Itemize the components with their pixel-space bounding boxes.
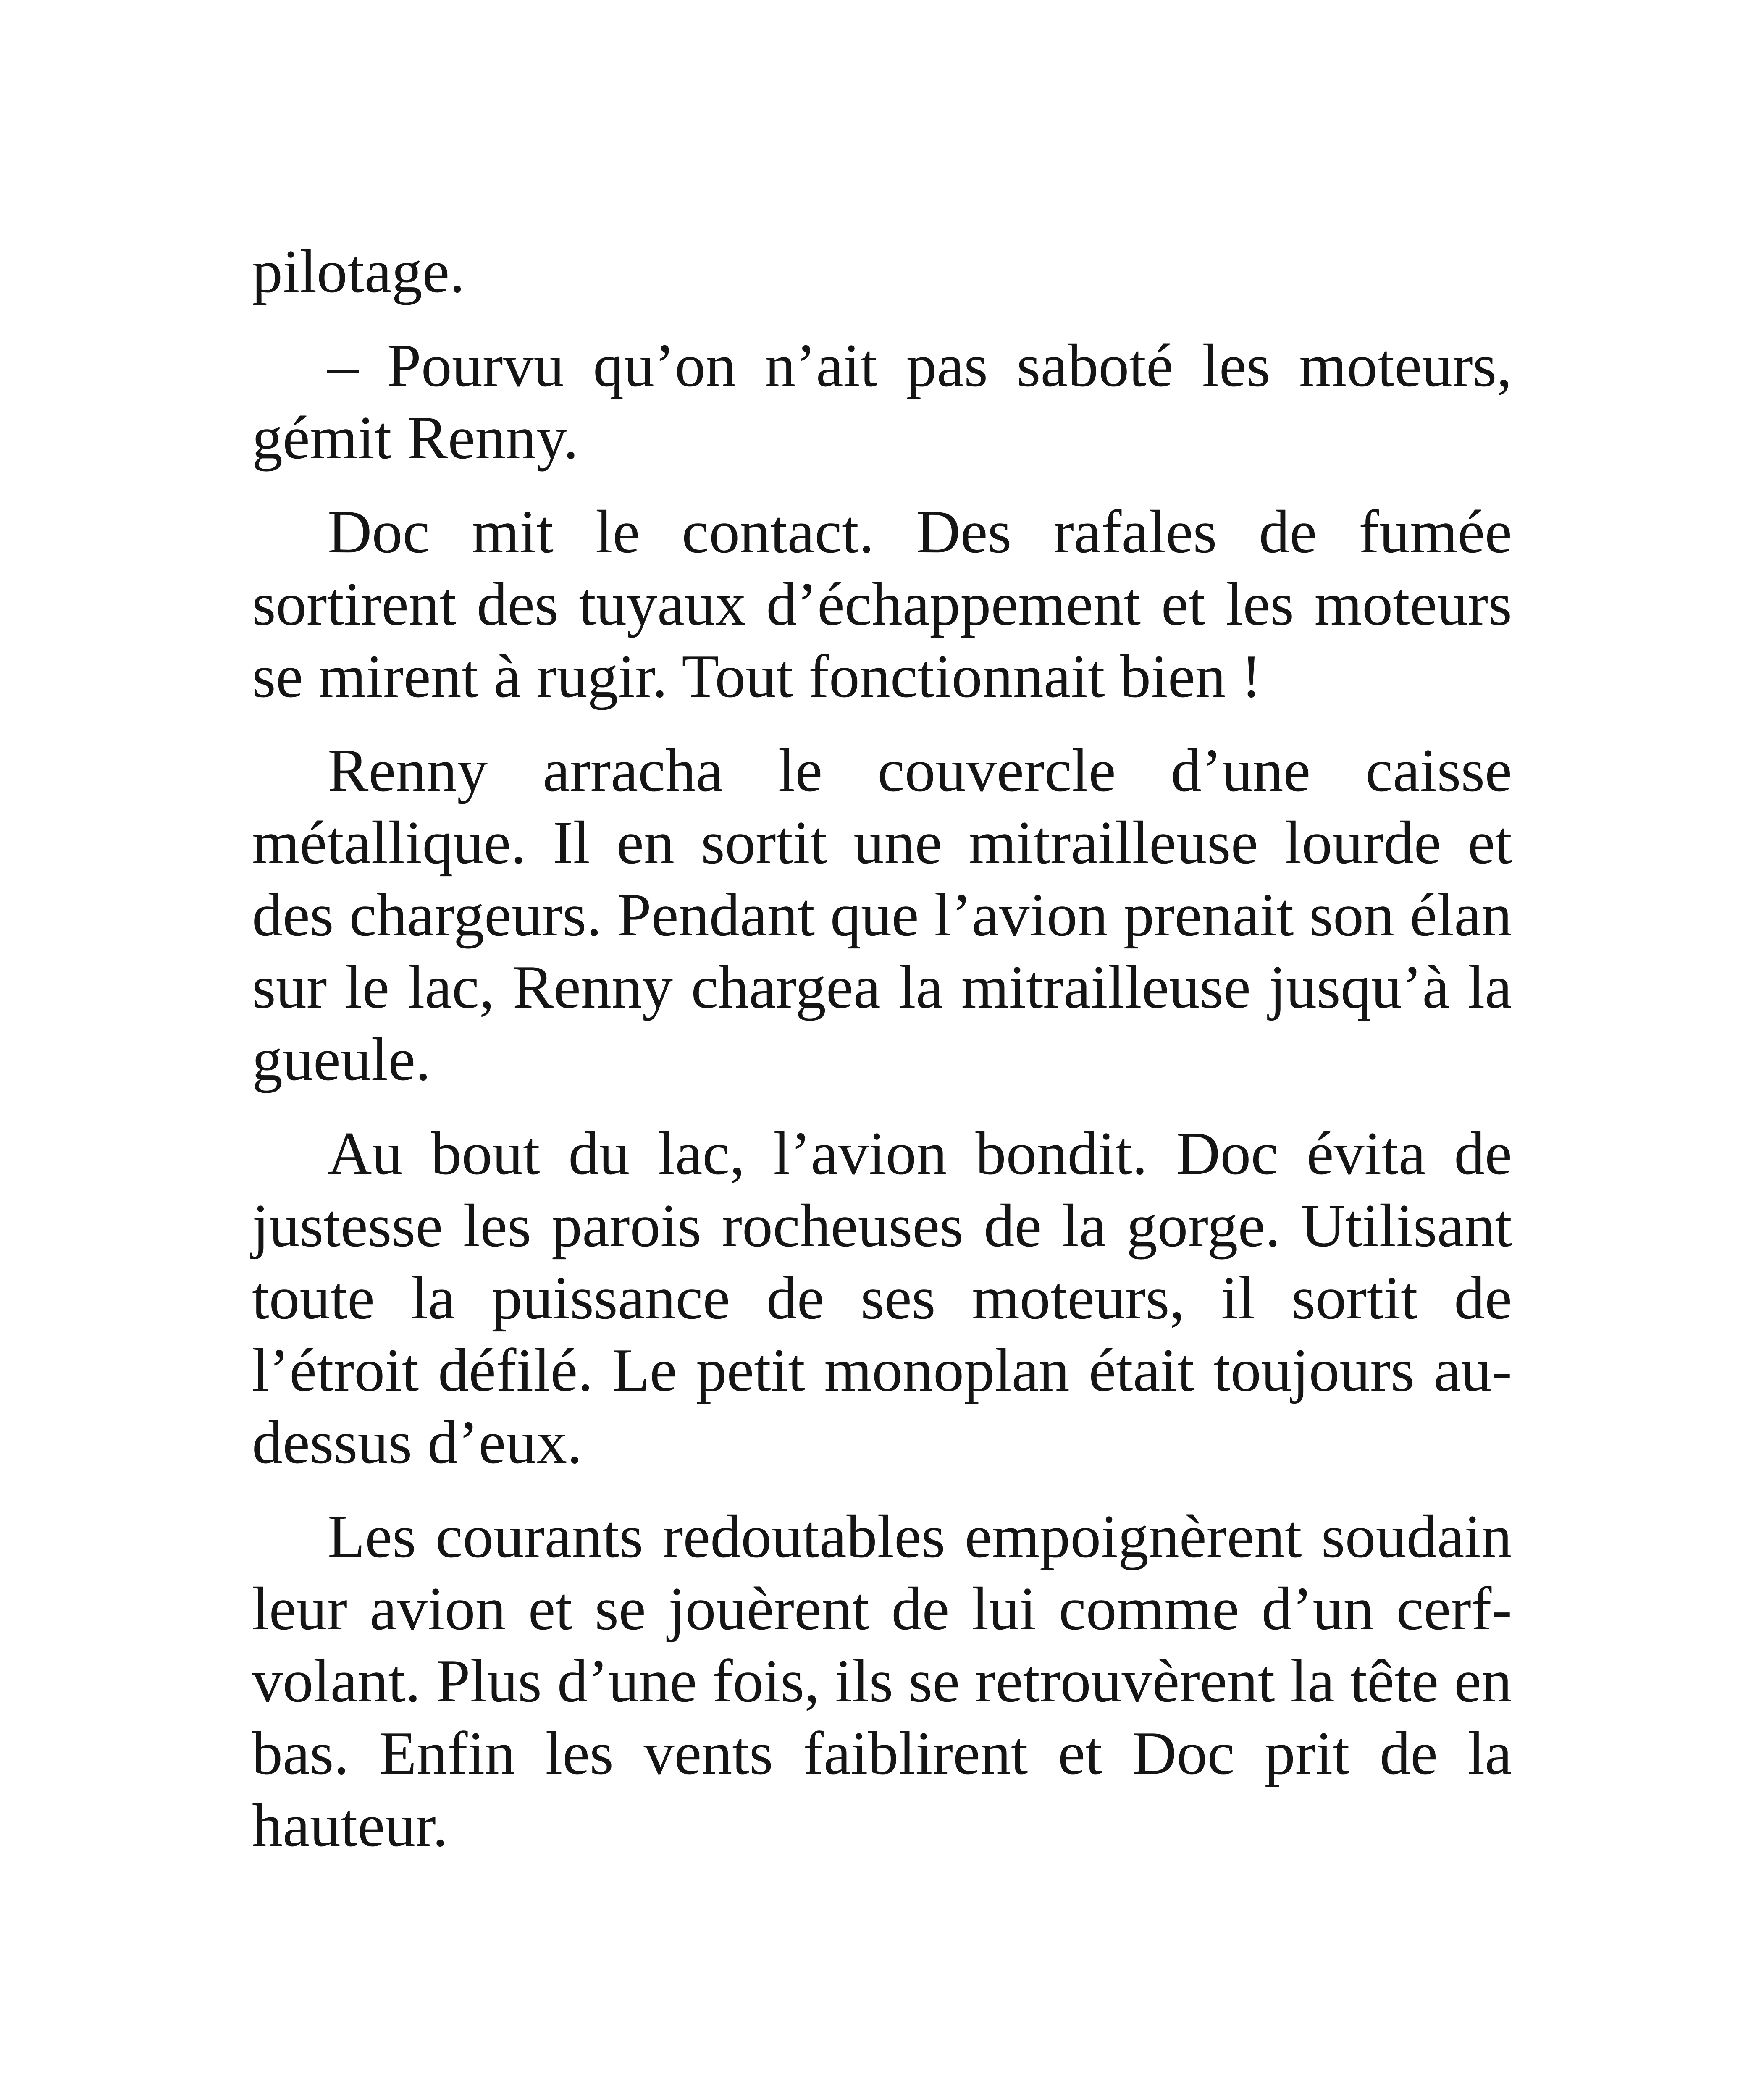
paragraph: Au bout du lac, l’avion bondit. Doc évita de justesse les parois rocheuses de la gorge. Utilisant toute la puissance de ses moteurs, il sortit de l’étroit défilé. Le petit monoplan était toujours au-dessus d’eux.	[252, 1119, 1512, 1476]
body-text	[252, 235, 1512, 1883]
paragraph: Renny arracha le couvercle d’une caisse métallique. Il en sortit une mitrailleuse lourde et des chargeurs. Pendant que l’avion prenait son élan sur le lac, Renny chargea la mitrailleuse jusqu’à la gueule.	[252, 736, 1512, 1093]
paragraph-continuation: pilotage.	[252, 237, 465, 305]
paragraph: – Pourvu qu’on n’ait pas saboté les moteurs, gémit Renny.	[252, 331, 1512, 472]
paragraph: Doc mit le contact. Des rafales de fumée sortirent des tuyaux d’échappement et les moteurs se mirent à rugir. Tout fonctionnait bien !	[252, 498, 1512, 710]
paragraph: Les courants redoutables empoignèrent soudain leur avion et se jouèrent de lui comme d’un cerf-volant. Plus d’une fois, ils se retrouvèrent la tête en bas. Enfin les vents faiblirent et Doc prit de la hauteur.	[252, 1502, 1512, 1859]
